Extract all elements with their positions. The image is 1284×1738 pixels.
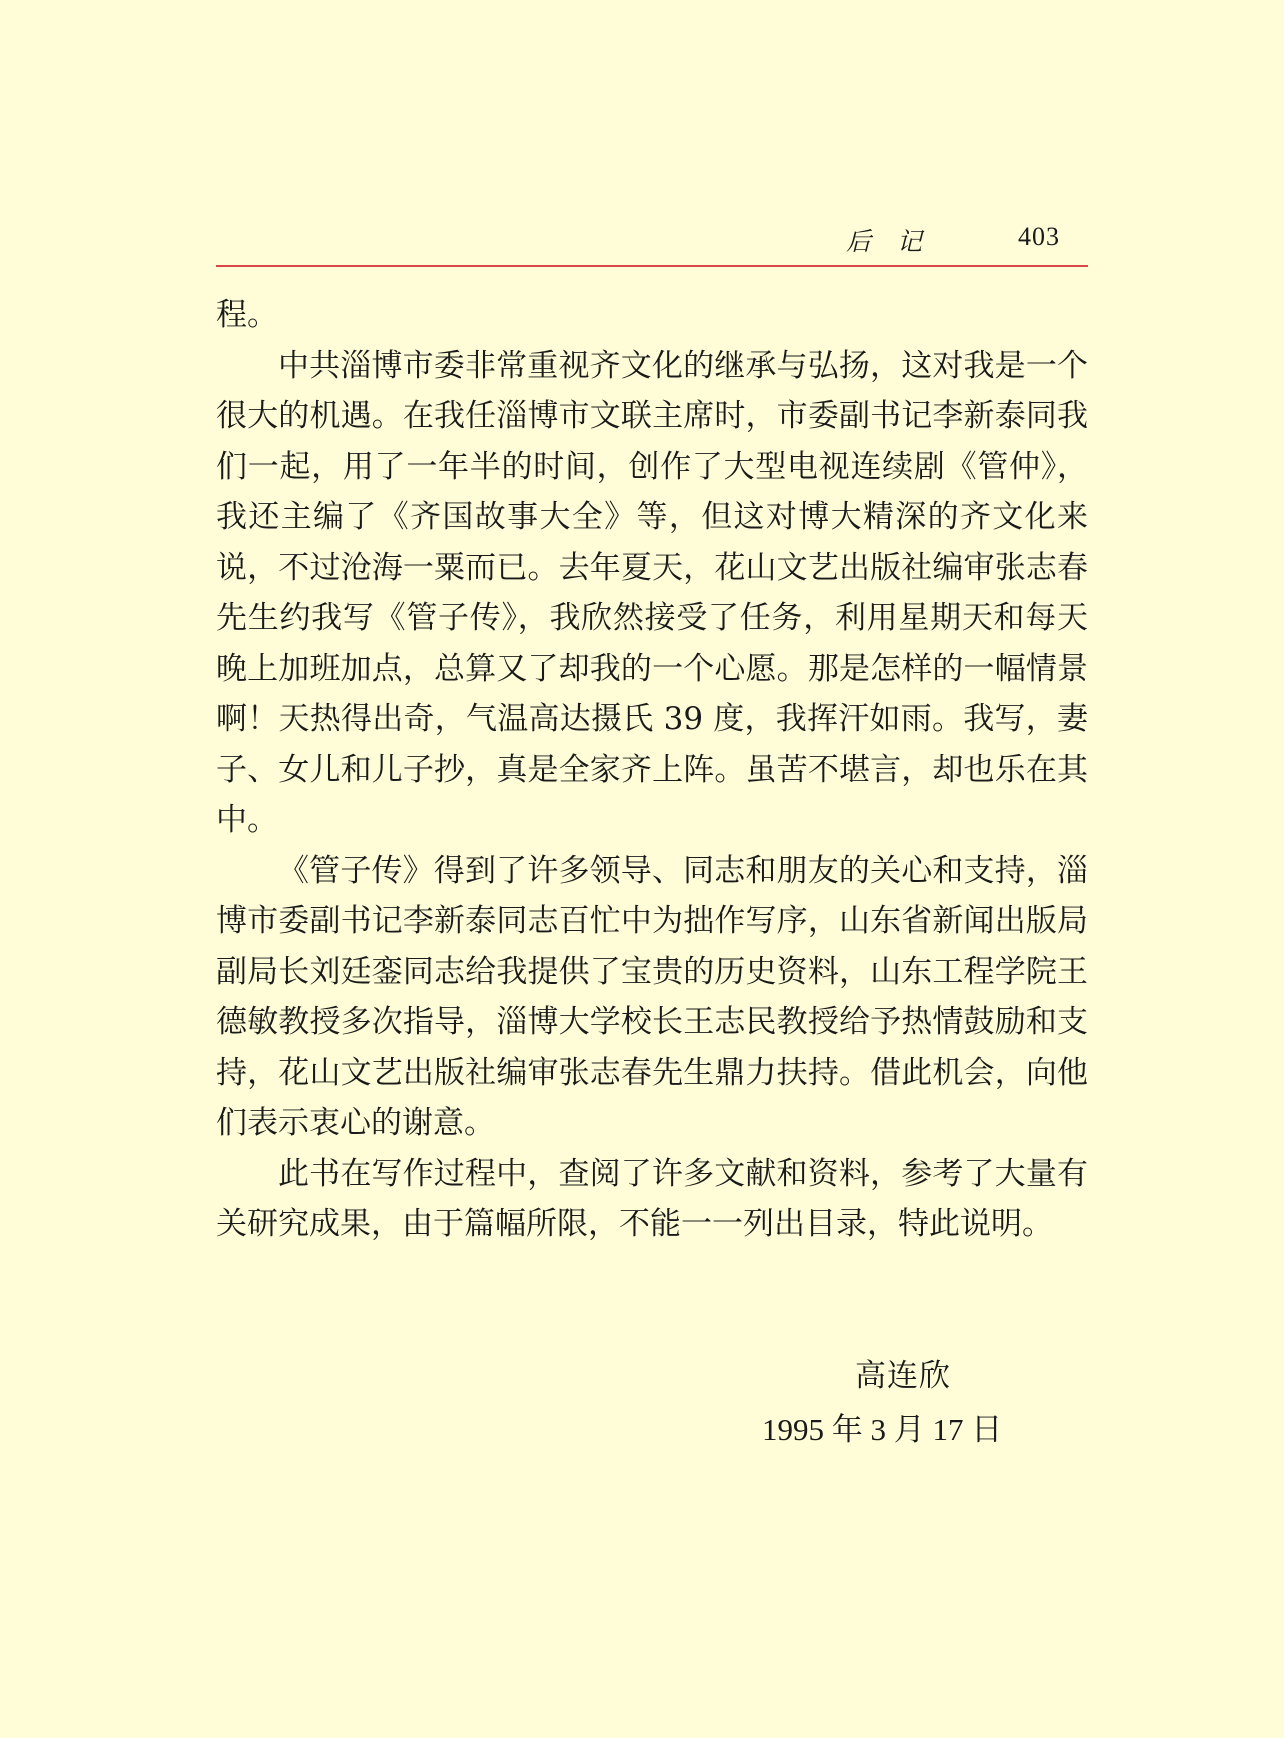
signature-date: 1995 年 3 月 17 日 [762, 1412, 1003, 1447]
page-number: 403 [1018, 222, 1060, 251]
running-header [216, 216, 1088, 256]
paragraph-continuation: 程。 [216, 297, 278, 333]
header-rule [216, 265, 1088, 267]
signature-author: 高连欣 [855, 1358, 951, 1394]
paragraph: 《管子传》得到了许多领导、同志和朋友的关心和支持，淄博市委副书记李新泰同志百忙中为拙作写序，山东省新闻出版局副局长刘廷銮同志给我提供了宝贵的历史资料，山东工程学院王德敏教授多次指导，淄博大学校长王志民教授给予热情鼓励和支持，花山文艺出版社编审张志春先生鼎力扶持。借此机会，向他们表示衷心的谢意。 [216, 852, 1088, 1141]
paragraph: 中共淄博市委非常重视齐文化的继承与弘扬，这对我是一个很大的机遇。在我任淄博市文联主席时，市委副书记李新泰同我们一起，用了一年半的时间，创作了大型电视连续剧《管仲》，我还主编了《齐国故事大全》等，但这对博大精深的齐文化来说，不过沧海一粟而已。去年夏天，花山文艺出版社编审张志春先生约我写《管子传》，我欣然接受了任务，利用星期天和每天晚上加班加点，总算又了却我的一个心愿。那是怎样的一幅情景啊！天热得出奇，气温高达摄氏 39 度，我挥汗如雨。我写，妻子、女儿和儿子抄，真是全家齐上阵。虽苦不堪言，却也乐在其中。 [216, 347, 1088, 838]
header-section-title: 后记 [845, 227, 948, 256]
paragraph: 此书在写作过程中，查阅了许多文献和资料，参考了大量有关研究成果，由于篇幅所限，不能一一列出目录，特此说明。 [216, 1155, 1088, 1242]
body-text [216, 290, 1088, 1250]
